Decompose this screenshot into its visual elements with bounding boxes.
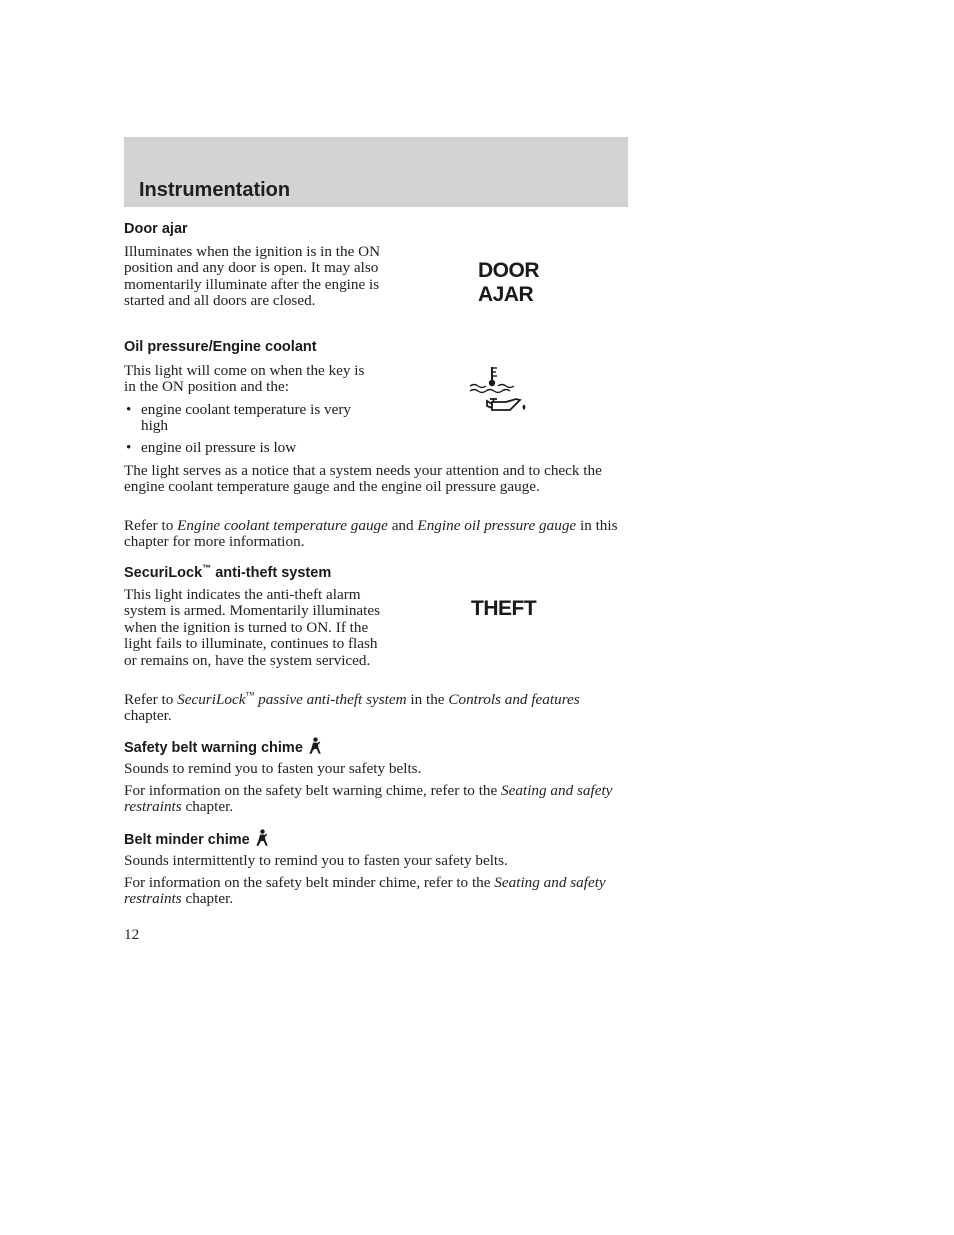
door-ajar-body: Illuminates when the ignition is in the ON position and any door is open. It may also momentarily illuminate after the engine is started and all doors are closed. bbox=[124, 243, 381, 310]
oil-coolant-reference: Refer to Engine coolant temperature gauge and Engine oil pressure gauge in this chapter for more information. bbox=[124, 517, 618, 551]
seating-restraints-reference: Seating and safety restraints bbox=[124, 782, 613, 816]
belt-minder-heading: Belt minder chime bbox=[124, 829, 269, 849]
securilock-passive-reference: SecuriLock™ passive anti-theft system bbox=[177, 689, 407, 708]
oil-coolant-intro: This light will come on when the key is in the ON position and the: bbox=[124, 362, 365, 396]
list-item-text: engine oil pressure is low bbox=[141, 439, 297, 456]
seatbelt-icon bbox=[308, 737, 322, 755]
bullet-dot: • bbox=[126, 401, 132, 418]
coolant-oil-warning-icon bbox=[466, 364, 532, 414]
securilock-body: This light indicates the anti-theft alarm system is armed. Momentarily illuminates when the ignition is turned to ON. If the light fails to illuminate, continues to flash or remains on, have the system serviced. bbox=[124, 586, 381, 669]
seatbelt-icon bbox=[255, 829, 269, 847]
oil-coolant-notice: The light serves as a notice that a system needs your attention and to check the engine coolant temperature gauge and the engine oil pressure gauge. bbox=[124, 462, 602, 496]
controls-features-reference: Controls and features bbox=[448, 691, 580, 708]
door-ajar-lamp bbox=[478, 259, 539, 307]
belt-minder-body: Sounds intermittently to remind you to fasten your safety belts. bbox=[124, 852, 508, 869]
theft-lamp: THEFT bbox=[471, 597, 537, 620]
door-ajar-lamp-line1: DOOR bbox=[478, 259, 539, 282]
seating-restraints-reference: Seating and safety restraints bbox=[124, 874, 606, 908]
oil-coolant-heading: Oil pressure/Engine coolant bbox=[124, 339, 317, 355]
securilock-reference: Refer to SecuriLock™ passive anti-theft system in the Controls and features chapter. bbox=[124, 689, 580, 725]
bullet-dot: • bbox=[126, 439, 132, 456]
door-ajar-heading: Door ajar bbox=[124, 221, 188, 237]
page-number: 12 bbox=[124, 926, 140, 943]
chapter-header-band bbox=[124, 137, 628, 207]
door-ajar-lamp-line2: AJAR bbox=[478, 283, 534, 306]
belt-minder-info: For information on the safety belt minder chime, refer to the Seating and safety restraints chapter. bbox=[124, 874, 606, 908]
oil-gauge-reference: Engine oil pressure gauge bbox=[417, 517, 577, 534]
safety-belt-body: Sounds to remind you to fasten your safety belts. bbox=[124, 760, 422, 777]
safety-belt-heading: Safety belt warning chime bbox=[124, 737, 322, 757]
safety-belt-info: For information on the safety belt warning chime, refer to the Seating and safety restraints chapter. bbox=[124, 782, 613, 816]
chapter-title: Instrumentation bbox=[139, 179, 291, 201]
securilock-heading: SecuriLock™ anti-theft system bbox=[124, 563, 332, 581]
list-item-text: engine coolant temperature is very high bbox=[141, 401, 352, 435]
coolant-gauge-reference: Engine coolant temperature gauge bbox=[177, 517, 388, 534]
